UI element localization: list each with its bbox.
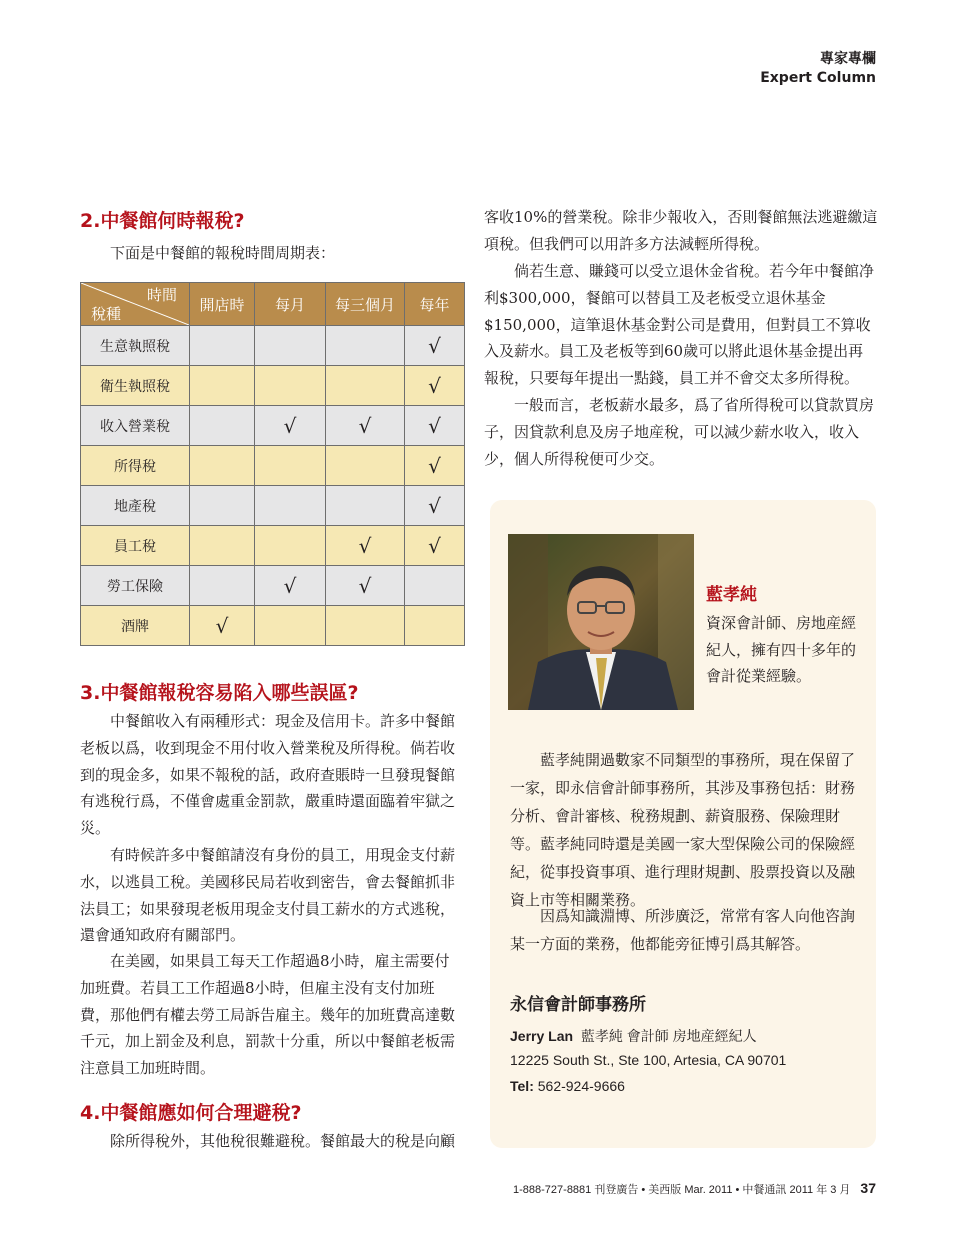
schedule-cell xyxy=(190,566,255,606)
column-header: 開店時 xyxy=(190,283,255,326)
table-row xyxy=(81,446,465,486)
check-mark-icon: √ xyxy=(428,373,441,398)
table-row xyxy=(81,566,465,606)
corner-label-time: 時間 xyxy=(146,286,177,304)
contact-line-tel xyxy=(510,1078,625,1094)
column-header: 每三個月 xyxy=(326,283,405,326)
contact-address: 12225 South St., Ste 100, Artesia, CA 90701 xyxy=(510,1052,787,1068)
section-2-intro: 下面是中餐館的報稅時間周期表： xyxy=(110,244,336,262)
schedule-cell xyxy=(326,366,405,406)
column-header: 每月 xyxy=(255,283,326,326)
column-header: 每年 xyxy=(405,283,465,326)
schedule-cell xyxy=(255,326,326,366)
schedule-cell xyxy=(326,566,405,606)
section-3-paragraph-2: 有時候許多中餐館請沒有身份的員工，用現金支付薪水，以逃員工稅。美國移民局若收到密告，會去餐館抓非法員工；如果發現老板用現金支付員工薪水的方式逃稅，還會通知政府有關部門。 xyxy=(80,846,456,945)
schedule-cell xyxy=(405,486,465,526)
schedule-cell xyxy=(405,606,465,646)
check-mark-icon: √ xyxy=(428,533,441,558)
column-title-en: Expert Column xyxy=(760,70,876,86)
tax-type-cell: 員工稅 xyxy=(81,526,190,566)
author-name: 藍孝純 xyxy=(706,585,757,605)
check-mark-icon: √ xyxy=(358,413,372,438)
tax-type-cell: 勞工保險 xyxy=(81,566,190,606)
schedule-cell xyxy=(255,486,326,526)
schedule-cell xyxy=(190,606,255,646)
tax-type-cell: 酒牌 xyxy=(81,606,190,646)
table-row xyxy=(81,366,465,406)
check-mark-icon: √ xyxy=(358,533,372,558)
section-3-title: 3.中餐館報稅容易陷入哪些誤區? xyxy=(80,682,359,704)
table-row xyxy=(81,326,465,366)
schedule-cell xyxy=(405,326,465,366)
schedule-cell xyxy=(255,606,326,646)
section-4-title: 4.中餐館應如何合理避稅? xyxy=(80,1102,302,1124)
footer-text: 1-888-727-8881 刊登廣告 • 美西版 Mar. 2011 • 中餐通訊 2011 年 3 月 xyxy=(513,1184,851,1196)
right-paragraph-3: 一般而言，老板薪水最多，爲了省所得稅可以貸款買房子，因貸款利息及房子地産稅，可以減少薪水收入，收入少，個人所得稅便可少交。 xyxy=(484,396,875,468)
schedule-cell xyxy=(326,446,405,486)
contact-title: 藍孝純 會計師 房地産經紀人 xyxy=(580,1028,757,1044)
tel-label: Tel: xyxy=(510,1078,534,1094)
check-mark-icon: √ xyxy=(428,333,441,358)
firm-name: 永信會計師事務所 xyxy=(510,995,646,1015)
contact-name: Jerry Lan xyxy=(510,1028,574,1044)
schedule-cell xyxy=(190,526,255,566)
table-corner-cell xyxy=(81,283,190,326)
section-4-paragraph-1: 除所得稅外，其他稅很難避稅。餐館最大的稅是向顧 xyxy=(110,1132,456,1150)
schedule-cell xyxy=(326,526,405,566)
contact-line-name xyxy=(510,1026,757,1046)
schedule-cell xyxy=(326,326,405,366)
schedule-cell xyxy=(190,406,255,446)
page-number: 37 xyxy=(860,1180,876,1196)
check-mark-icon: √ xyxy=(283,413,297,438)
author-photo xyxy=(508,534,694,710)
author-bio-paragraph-2: 因爲知識淵博、所涉廣泛，常常有客人向他咨詢某一方面的業務，他都能旁征博引爲其解答。 xyxy=(510,907,856,953)
schedule-cell xyxy=(326,606,405,646)
table-header-row xyxy=(81,283,465,326)
schedule-cell xyxy=(405,366,465,406)
section-3-paragraph-3: 在美國，如果員工每天工作超過8小時，雇主需要付加班費。若員工工作超過8小時，但雇主没有支付加班費，那他們有權去勞工局訴告雇主。幾年的加班費高達數千元，加上罰金及利息，罰款十分重，所以中餐館老板需注意員工加班時間。 xyxy=(80,952,456,1078)
tax-type-cell: 衛生執照稅 xyxy=(81,366,190,406)
corner-label-tax: 稅種 xyxy=(91,305,122,323)
tax-type-cell: 生意執照稅 xyxy=(81,326,190,366)
schedule-cell xyxy=(255,366,326,406)
tax-type-cell: 收入營業稅 xyxy=(81,406,190,446)
author-summary: 資深會計師、房地産經紀人，擁有四十多年的會計從業經驗。 xyxy=(706,614,857,685)
tax-type-cell: 所得稅 xyxy=(81,446,190,486)
schedule-cell xyxy=(255,526,326,566)
table-row xyxy=(81,606,465,646)
check-mark-icon: √ xyxy=(215,613,229,638)
section-2-title: 2.中餐館何時報稅? xyxy=(80,210,245,232)
table-row xyxy=(81,486,465,526)
schedule-cell xyxy=(190,486,255,526)
schedule-cell xyxy=(190,446,255,486)
schedule-cell xyxy=(255,446,326,486)
schedule-cell xyxy=(405,446,465,486)
schedule-cell xyxy=(326,406,405,446)
schedule-cell xyxy=(190,366,255,406)
author-bio-paragraph-1: 藍孝純開過數家不同類型的事務所，現在保留了一家，即永信會計師事務所，其涉及事務包括：財務分析、會計審核、稅務規劃、薪資服務、保險理財等。藍孝純同時還是美國一家大型保險公司的保險經紀，從事投資事項、進行理財規劃、股票投資以及融資上市等相關業務。 xyxy=(510,751,856,909)
check-mark-icon: √ xyxy=(428,493,441,518)
tax-type-cell: 地產稅 xyxy=(81,486,190,526)
right-paragraph-1: 客收10%的營業稅。除非少報收入，否則餐館無法逃避繳這項稅。但我們可以用許多方法減輕所得稅。 xyxy=(484,208,878,253)
schedule-cell xyxy=(326,486,405,526)
column-title-zh: 專家專欄 xyxy=(820,51,876,67)
table-row xyxy=(81,406,465,446)
table-row xyxy=(81,526,465,566)
check-mark-icon: √ xyxy=(428,413,441,438)
check-mark-icon: √ xyxy=(283,573,297,598)
schedule-cell xyxy=(190,326,255,366)
schedule-cell xyxy=(405,566,465,606)
schedule-cell xyxy=(255,406,326,446)
schedule-cell xyxy=(255,566,326,606)
tel-number: 562-924-9666 xyxy=(537,1078,625,1094)
tax-schedule-table xyxy=(80,282,465,646)
section-3-paragraph-1: 中餐館收入有兩種形式：現金及信用卡。許多中餐館老板以爲，收到現金不用付收入營業稅及所得稅。倘若收到的現金多，如果不報稅的話，政府查賬時一旦發現餐館有逃稅行爲，不僅會處重金罰款，嚴重時還面臨着牢獄之災。 xyxy=(80,712,456,838)
right-paragraph-2: 倘若生意、賺錢可以受立退休金省稅。若今年中餐館净利$300,000，餐館可以替員工及老板受立退休基金$150,000，這筆退休基金對公司是費用，但對員工不算收入及薪水。員工及老板等到60歲可以將此退休基金提出再報稅，只要每年提出一點錢，員工并不會交太多所得稅。 xyxy=(484,262,875,388)
schedule-cell xyxy=(405,406,465,446)
page-footer xyxy=(468,1180,876,1197)
check-mark-icon: √ xyxy=(358,573,372,598)
check-mark-icon: √ xyxy=(428,453,441,478)
schedule-cell xyxy=(405,526,465,566)
